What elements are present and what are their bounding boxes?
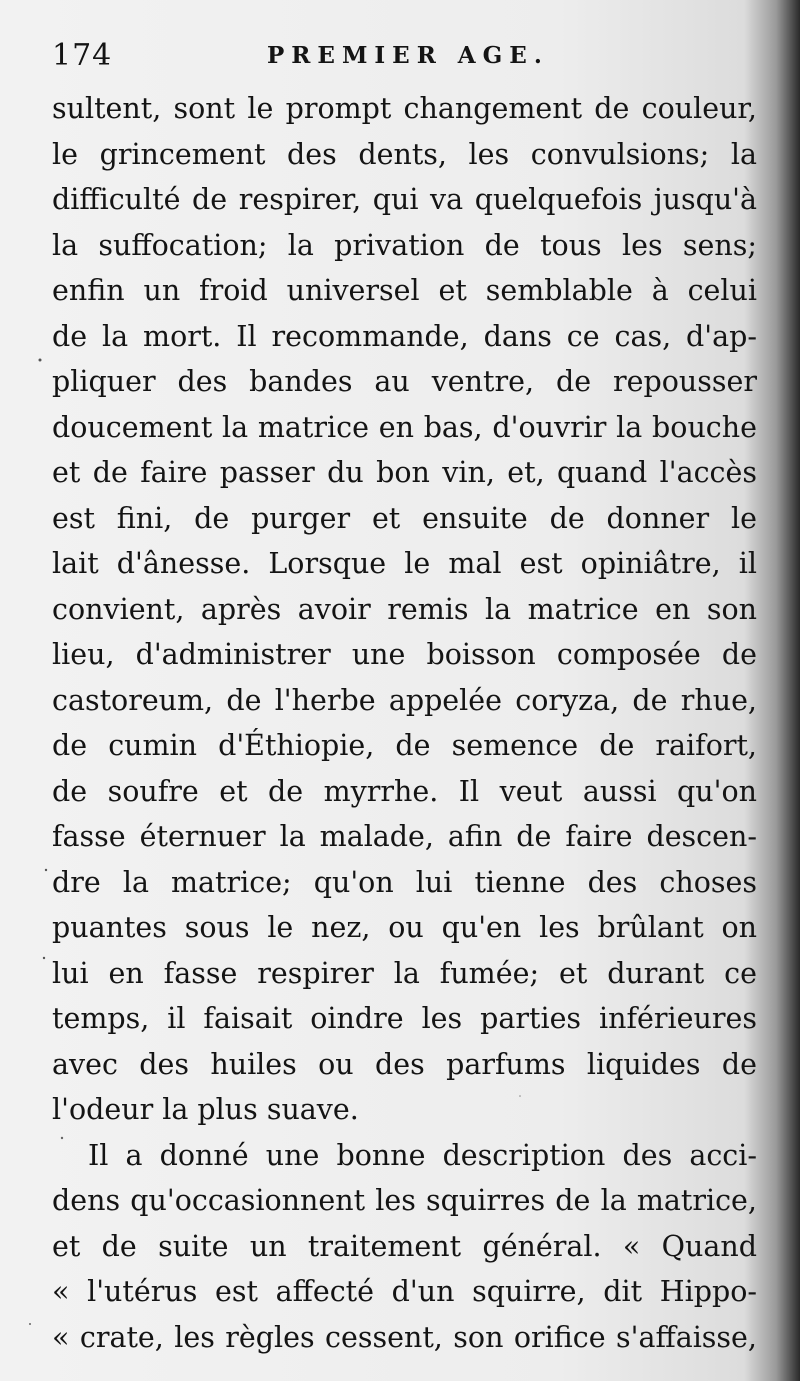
text-line: temps, il faisait oindre les parties inférieures <box>52 1002 757 1035</box>
page-header <box>52 38 752 78</box>
text-line: de soufre et de myrrhe. Il veut aussi qu'on <box>52 774 757 808</box>
text-line: lieu, d'administrer une boisson composée de <box>52 638 757 671</box>
running-title: PREMIER AGE. <box>267 42 549 69</box>
text-line: doucement la matrice en bas, d'ouvrir la bouche <box>52 410 757 444</box>
page-number: 174 <box>52 38 113 73</box>
text-line: puantes sous le nez, ou qu'en les brûlant on <box>52 911 757 944</box>
text-line: de cumin d'Éthiopie, de semence de raifort, <box>52 729 757 762</box>
text-line: de la mort. Il recommande, dans ce cas, d'ap- <box>52 319 757 353</box>
text-line: est fini, de purger et ensuite de donner le <box>52 501 757 535</box>
text-line: dre la matrice; qu'on lui tienne des choses <box>52 865 757 899</box>
text-line: convient, après avoir remis la matrice en son <box>52 592 757 626</box>
text-line: l'odeur la plus suave. <box>52 1093 359 1126</box>
body-text <box>52 86 757 1360</box>
text-line: dens qu'occasionnent les squirres de la matrice, <box>52 1184 757 1217</box>
text-line: la suffocation; la privation de tous les sens; <box>52 228 757 262</box>
text-line: le grincement des dents, les convulsions; la <box>52 137 757 171</box>
text-line: sultent, sont le prompt changement de couleur, <box>52 92 757 125</box>
text-line: Il a donné une bonne description des acci- <box>88 1138 757 1172</box>
text-line: lait d'ânesse. Lorsque le mal est opiniâtre, il <box>52 547 757 580</box>
text-line: lui en fasse respirer la fumée; et durant ce <box>52 956 757 990</box>
text-line: enfin un froid universel et semblable à celui <box>52 274 757 307</box>
text-line: fasse éternuer la malade, afin de faire descen- <box>52 820 757 853</box>
text-line: avec des huiles ou des parfums liquides de <box>52 1047 757 1081</box>
text-line: « crate, les règles cessent, son orifice s'affaisse, <box>52 1320 757 1354</box>
text-line: et de faire passer du bon vin, et, quand l'accès <box>52 456 757 489</box>
text-line: et de suite un traitement général. « Quand <box>52 1229 757 1263</box>
text-line: difficulté de respirer, qui va quelquefois jusqu'à <box>52 183 757 216</box>
text-line: castoreum, de l'herbe appelée coryza, de rhue, <box>52 683 757 717</box>
text-line: pliquer des bandes au ventre, de repousser <box>52 365 757 398</box>
text-line: « l'utérus est affecté d'un squirre, dit Hippo- <box>52 1275 757 1308</box>
